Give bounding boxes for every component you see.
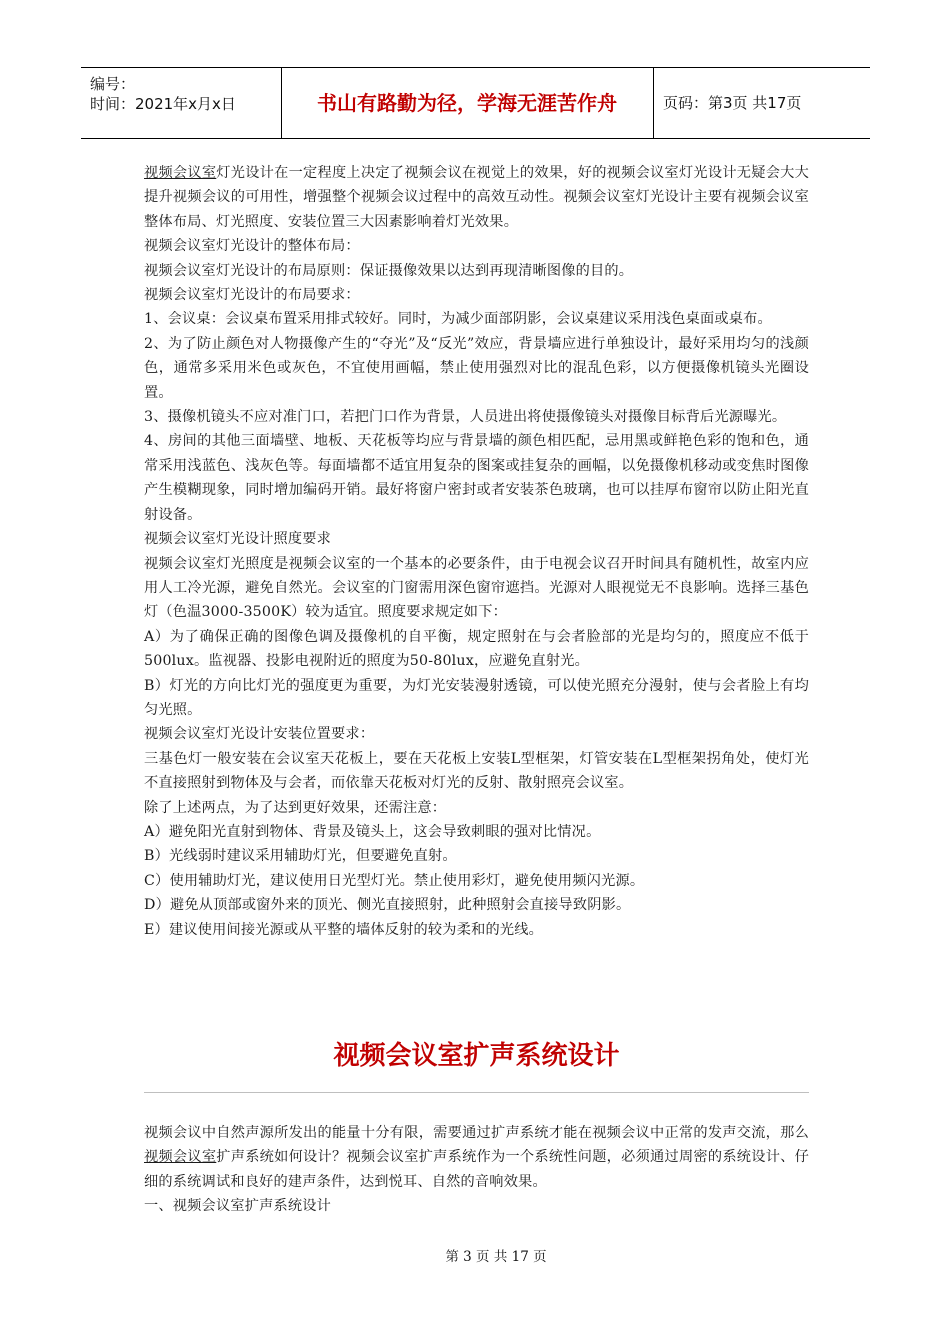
section-body xyxy=(144,1121,809,1219)
page-header xyxy=(81,67,870,139)
paragraph: 3、摄像机镜头不应对准门口，若把门口作为背景，人员进出将使摄像镜头对摄像目标背后光源曝光。 xyxy=(144,409,787,426)
section-heading: 一、视频会议室扩声系统设计 xyxy=(144,1198,332,1215)
paragraph: A）为了确保正确的图像色调及摄像机的自平衡，规定照射在与会者脸部的光是均匀的，照度应不低于500lux。监视器、投影电视附近的照度为50-80lux，应避免直射光。 xyxy=(144,628,809,670)
paragraph: 视频会议室灯光照度是视频会议室的一个基本的必要条件，由于电视会议召开时间具有随机性，故室内应用人工冷光源，避免自然光。会议室的门窗需用深色窗帘遮挡。光源对人眼视觉无不良影响。选择三基色灯（色温3000-3500K）较为适宜。照度要求规定如下： xyxy=(144,555,809,621)
paragraph: 1、会议桌：会议桌布置采用排式较好。同时，为减少面部阴影，会议桌建议采用浅色桌面或桌布。 xyxy=(144,311,772,328)
paragraph: 视频会议室灯光设计的布局要求： xyxy=(144,287,360,304)
intro-paragraph xyxy=(144,161,809,234)
paragraph: B）光线弱时建议采用辅助灯光，但要避免直射。 xyxy=(144,848,457,865)
page-footer: 第 3 页 共 17 页 xyxy=(445,1249,547,1265)
paragraph: E）建议使用间接光源或从平整的墙体反射的较为柔和的光线。 xyxy=(144,921,544,938)
section-title: 视频会议室扩声系统设计 xyxy=(333,1041,620,1071)
paragraph: C）使用辅助灯光，建议使用日光型灯光。禁止使用彩灯，避免使用频闪光源。 xyxy=(144,872,645,889)
section-text: 视频会议中自然声源所发出的能量十分有限，需要通过扩声系统才能在视频会议中正常的发声交流，那么 xyxy=(144,1125,809,1141)
paragraph: 视频会议室灯光设计安装位置要求： xyxy=(144,726,375,743)
time-label: 时间：2021年x月x日 xyxy=(90,95,236,113)
video-conference-room-link[interactable]: 视频会议室 xyxy=(144,165,217,181)
title-divider xyxy=(144,1092,809,1093)
paragraph: 视频会议室灯光设计的整体布局： xyxy=(144,238,360,255)
paragraph: 2、为了防止颜色对人物摄像产生的“夺光”及“反光”效应，背景墙应进行单独设计，最好采用均匀的浅颜色，通常多采用米色或灰色，不宜使用画幅，禁止使用强烈对比的混乱色彩，以方便摄像机镜头光圈设置。 xyxy=(144,335,809,401)
paragraph: 视频会议室灯光设计的布局原则：保证摄像效果以达到再现清晰图像的目的。 xyxy=(144,262,634,279)
body-text xyxy=(144,161,809,942)
section-paragraph xyxy=(144,1121,809,1194)
paragraph: 除了上述两点，为了达到更好效果，还需注意： xyxy=(144,799,447,816)
section-text: 扩声系统如何设计？视频会议室扩声系统作为一个系统性问题，必须通过周密的系统设计、仔细的系统调试和良好的建声条件，达到悦耳、自然的音响效果。 xyxy=(144,1149,809,1190)
intro-text: 灯光设计在一定程度上决定了视频会议在视觉上的效果，好的视频会议室灯光设计无疑会大大提升视频会议的可用性，增强整个视频会议过程中的高效互动性。视频会议室灯光设计主要有视频会议室整体布局、灯光照度、安装位置三大因素影响着灯光效果。 xyxy=(144,165,809,230)
paragraph: 三基色灯一般安装在会议室天花板上，要在天花板上安装L型框架，灯管安装在L型框架拐角处，使灯光不直接照射到物体及与会者，而依靠天花板对灯光的反射、散射照亮会议室。 xyxy=(144,750,809,792)
paragraph: 4、房间的其他三面墙壁、地板、天花板等均应与背景墙的颜色相匹配，忌用黑或鲜艳色彩的饱和色，通常采用浅蓝色、浅灰色等。每面墙都不适宜用复杂的图案或挂复杂的画幅，以免摄像机移动或变焦时图像产生模糊现象，同时增加编码开销。最好将窗户密封或者安装茶色玻璃，也可以挂厚布窗帘以防止阳光直射设备。 xyxy=(144,433,809,523)
paragraph: A）避免阳光直射到物体、背景及镜头上，这会导致刺眼的强对比情况。 xyxy=(144,823,601,840)
header-motto: 书山有路勤为径，学海无涯苦作舟 xyxy=(317,91,617,115)
header-meta xyxy=(81,68,281,138)
serial-label: 编号： xyxy=(90,75,136,93)
paragraph: 视频会议室灯光设计照度要求 xyxy=(144,531,332,548)
header-page-info xyxy=(653,68,870,138)
paragraph: B）灯光的方向比灯光的强度更为重要，为灯光安装漫射透镜，可以使光照充分漫射，使与会者脸上有均匀光照。 xyxy=(144,677,809,718)
video-conference-room-link[interactable]: 视频会议室 xyxy=(144,1149,217,1166)
header-page-label: 页码：第3页 共17页 xyxy=(663,94,802,112)
paragraph: D）避免从顶部或窗外来的顶光、侧光直接照射，此种照射会直接导致阴影。 xyxy=(144,897,631,914)
